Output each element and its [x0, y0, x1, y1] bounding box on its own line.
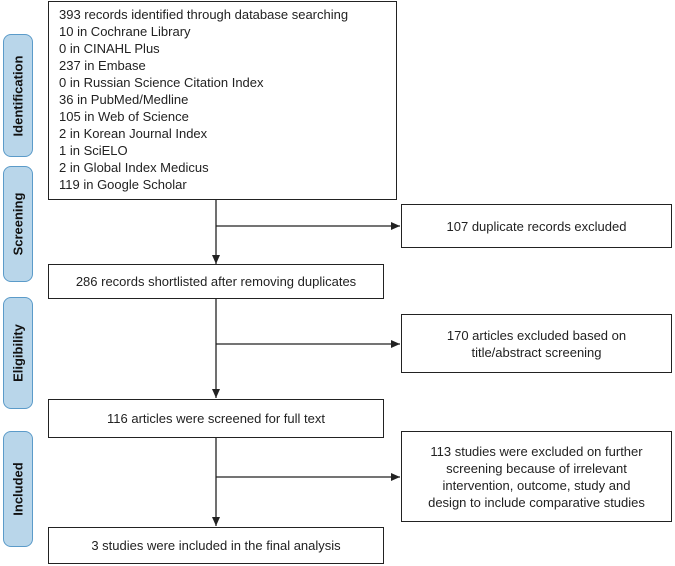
further-excluded-line-1: 113 studies were excluded on further [430, 443, 643, 459]
phase-identification-label: Identification [10, 55, 26, 136]
source-rsci: 0 in Russian Science Citation Index [59, 75, 264, 90]
title-abstract-excluded-line-2: title/abstract screening [471, 344, 602, 360]
source-cochrane: 10 in Cochrane Library [59, 24, 191, 39]
source-scielo: 1 in SciELO [59, 143, 128, 158]
identification-total: 393 records identified through database searching [59, 7, 349, 22]
duplicates-excluded-text: 107 duplicate records excluded [446, 218, 627, 234]
further-excluded-box [401, 431, 672, 522]
source-google-scholar: 119 in Google Scholar [59, 177, 187, 192]
duplicates-excluded-box [401, 204, 672, 248]
title-abstract-excluded-box [401, 314, 672, 373]
included-text: 3 studies were included in the final analysis [91, 538, 341, 553]
full-text-text: 116 articles were screened for full text [107, 411, 325, 426]
further-excluded-line-2: screening because of irrelevant [446, 460, 627, 476]
title-abstract-excluded-line-1: 170 articles excluded based on [446, 327, 627, 343]
further-excluded-line-3: intervention, outcome, study and [442, 477, 631, 493]
shortlisted-text: 286 records shortlisted after removing duplicates [75, 274, 357, 289]
source-embase: 237 in Embase [59, 58, 146, 73]
phase-included-label: Included [10, 462, 26, 516]
source-web-of-science: 105 in Web of Science [59, 109, 189, 124]
identification-box [48, 1, 397, 200]
phase-screening-label: Screening [10, 192, 26, 256]
further-excluded-line-4: design to include comparative studies [428, 494, 645, 510]
phase-eligibility-label: Eligibility [10, 324, 26, 382]
shortlisted-box [48, 264, 384, 299]
source-global-index-medicus: 2 in Global Index Medicus [59, 160, 209, 175]
source-pubmed: 36 in PubMed/Medline [59, 92, 189, 107]
source-korean-journal-index: 2 in Korean Journal Index [59, 126, 208, 141]
included-box [48, 527, 384, 564]
source-cinahl: 0 in CINAHL Plus [59, 41, 160, 56]
full-text-box [48, 399, 384, 438]
